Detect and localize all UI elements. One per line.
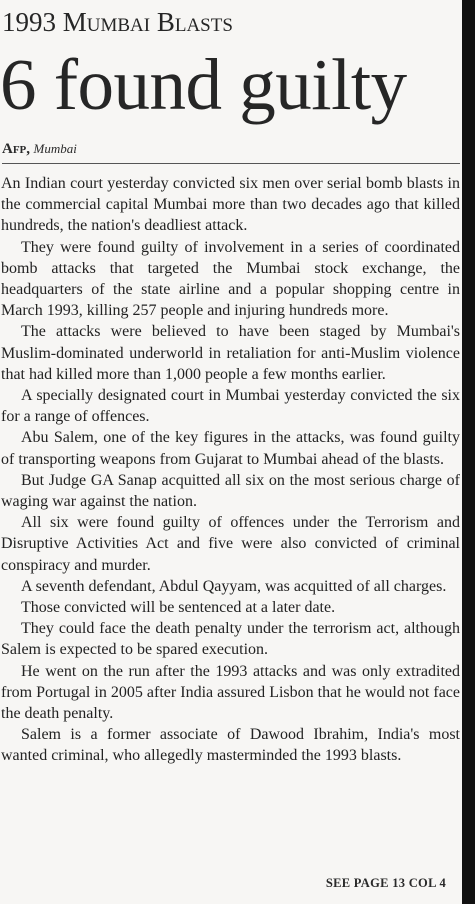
article-paragraph: The attacks were believed to have been staged by Mumbai's Muslim-dominated underworld in retaliation for anti-Muslim violence that had killed more than 1,000 people a few months earlier. [1, 323, 460, 383]
article-paragraph: An Indian court yesterday convicted six men over serial bomb blasts in the commercial capital Mumbai more than two decades ago that killed hundreds, the nation's deadliest attack. [1, 175, 460, 235]
article-paragraph: Salem is a former associate of Dawood Ibrahim, India's most wanted criminal, who allegedly masterminded the 1993 blasts. [1, 726, 460, 765]
story-kicker [2, 6, 233, 38]
article-paragraph: All six were found guilty of offences under the Terrorism and Disruptive Activities Act and five were also convicted of criminal conspiracy and murder. [1, 514, 460, 574]
byline-agency: Afp, [2, 141, 31, 157]
byline-divider [2, 163, 460, 164]
article-paragraph: A specially designated court in Mumbai yesterday convicted the six for a range of offences. [1, 387, 460, 426]
kicker-year: 1993 [2, 7, 56, 37]
article-body [1, 173, 460, 767]
article-paragraph: A seventh defendant, Abdul Qayyam, was acquitted of all charges. [21, 577, 447, 595]
continuation-note: SEE PAGE 13 COL 4 [325, 876, 446, 890]
headline: 6 found guilty [0, 44, 407, 125]
article-paragraph: But Judge GA Sanap acquitted all six on the most serious charge of waging war against the nation. [1, 471, 460, 511]
article-paragraph: Those convicted will be sentenced at a later date. [21, 599, 336, 617]
byline [2, 140, 77, 159]
kicker-topic: Mumbai Blasts [62, 7, 233, 37]
article-paragraph: They were found guilty of involvement in a series of coordinated bomb attacks that targeted the Mumbai stock exchange, the headquarters of the state airline and a popular shopping centre in March 1993, killing 257 people and injuring hundreds more. [1, 238, 460, 320]
page-edge-strip [462, 0, 475, 904]
article-paragraph: Abu Salem, one of the key figures in the attacks, was found guilty of transporting weapons from Gujarat to Mumbai ahead of the blasts. [1, 429, 460, 468]
article-paragraph: He went on the run after the 1993 attacks and was only extradited from Portugal in 2005 after India assured Lisbon that he would not face the death penalty. [1, 662, 460, 723]
article-paragraph: They could face the death penalty under the terrorism act, although Salem is expected to be spared execution. [1, 620, 460, 659]
byline-place: Mumbai [33, 141, 77, 156]
